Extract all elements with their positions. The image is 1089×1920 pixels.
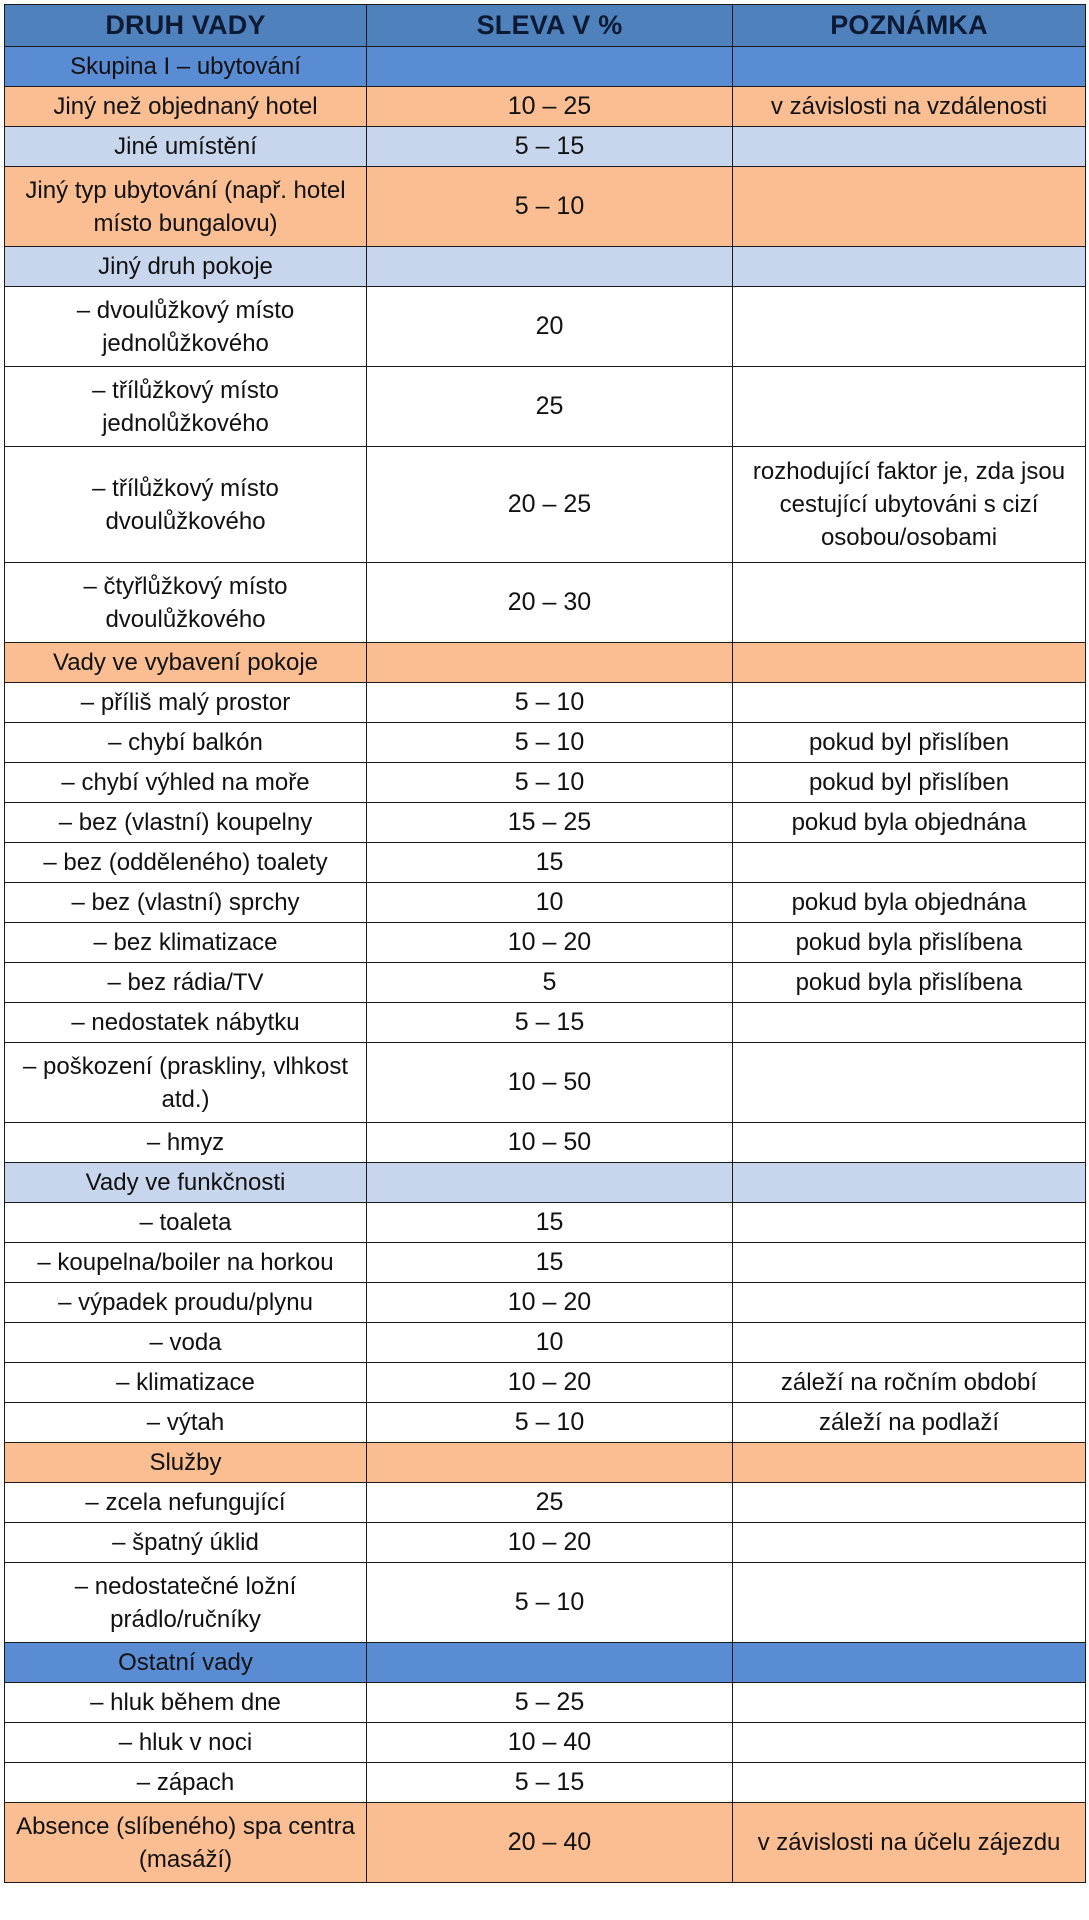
note-cell: záleží na ročním období xyxy=(733,1363,1086,1403)
table-row xyxy=(5,47,1086,87)
defect-cell: – dvoulůžkový místo jednolůžkového xyxy=(5,287,367,367)
discount-cell: 10 – 50 xyxy=(367,1043,733,1123)
defect-cell: – hmyz xyxy=(5,1123,367,1163)
defect-cell: – toaleta xyxy=(5,1203,367,1243)
defect-cell: – voda xyxy=(5,1323,367,1363)
defect-cell: Absence (slíbeného) spa centra (masáží) xyxy=(5,1803,367,1883)
note-cell xyxy=(733,1443,1086,1483)
table-row xyxy=(5,447,1086,563)
defect-cell: – hluk během dne xyxy=(5,1683,367,1723)
discount-cell: 15 xyxy=(367,1203,733,1243)
defect-cell: – příliš malý prostor xyxy=(5,683,367,723)
note-cell: záleží na podlaží xyxy=(733,1403,1086,1443)
note-cell xyxy=(733,1323,1086,1363)
table-row xyxy=(5,367,1086,447)
table-row xyxy=(5,1323,1086,1363)
note-cell: pokud byl přislíben xyxy=(733,763,1086,803)
note-cell: pokud byla objednána xyxy=(733,883,1086,923)
table-row xyxy=(5,1523,1086,1563)
table-row xyxy=(5,763,1086,803)
discount-cell xyxy=(367,643,733,683)
table-row xyxy=(5,1043,1086,1123)
table-row xyxy=(5,1003,1086,1043)
table-row xyxy=(5,127,1086,167)
table-row xyxy=(5,1363,1086,1403)
note-cell: rozhodující faktor je, zda jsou cestující ubytováni s cizí osobou/osobami xyxy=(733,447,1086,563)
table-row xyxy=(5,843,1086,883)
note-cell: pokud byla přislíbena xyxy=(733,963,1086,1003)
defect-cell: – hluk v noci xyxy=(5,1723,367,1763)
defect-cell: Skupina I – ubytování xyxy=(5,47,367,87)
table-row xyxy=(5,563,1086,643)
defect-cell: – poškození (praskliny, vlhkost atd.) xyxy=(5,1043,367,1123)
discount-cell xyxy=(367,1163,733,1203)
defect-cell: Jiný typ ubytování (např. hotel místo bungalovu) xyxy=(5,167,367,247)
defect-cell: Jiný druh pokoje xyxy=(5,247,367,287)
discount-cell: 20 – 30 xyxy=(367,563,733,643)
discount-cell: 5 – 10 xyxy=(367,763,733,803)
discount-cell: 5 – 15 xyxy=(367,1763,733,1803)
discount-cell: 25 xyxy=(367,1483,733,1523)
discount-cell: 10 – 50 xyxy=(367,1123,733,1163)
discount-cell: 10 – 40 xyxy=(367,1723,733,1763)
discount-cell: 5 – 25 xyxy=(367,1683,733,1723)
discount-cell: 5 xyxy=(367,963,733,1003)
table-row xyxy=(5,723,1086,763)
discount-cell: 5 – 10 xyxy=(367,683,733,723)
discount-cell xyxy=(367,47,733,87)
table-row xyxy=(5,287,1086,367)
table-row xyxy=(5,1563,1086,1643)
table-row xyxy=(5,1243,1086,1283)
table-header-row xyxy=(5,5,1086,47)
note-cell xyxy=(733,287,1086,367)
discount-cell: 5 – 10 xyxy=(367,1563,733,1643)
discount-cell: 10 xyxy=(367,883,733,923)
defect-cell: – bez rádia/TV xyxy=(5,963,367,1003)
discount-cell: 10 – 20 xyxy=(367,923,733,963)
defect-cell: – chybí balkón xyxy=(5,723,367,763)
table-row xyxy=(5,247,1086,287)
discount-cell: 20 – 40 xyxy=(367,1803,733,1883)
defect-cell: – klimatizace xyxy=(5,1363,367,1403)
table-row xyxy=(5,1123,1086,1163)
header-note: POZNÁMKA xyxy=(733,5,1086,47)
table-body xyxy=(5,47,1086,1883)
note-cell xyxy=(733,1283,1086,1323)
discount-cell xyxy=(367,1443,733,1483)
note-cell: pokud byla přislíbena xyxy=(733,923,1086,963)
note-cell xyxy=(733,683,1086,723)
table-row xyxy=(5,167,1086,247)
defect-cell: Jiný než objednaný hotel xyxy=(5,87,367,127)
table-row xyxy=(5,1763,1086,1803)
table-row xyxy=(5,1803,1086,1883)
table-row xyxy=(5,963,1086,1003)
note-cell xyxy=(733,47,1086,87)
defect-cell: – špatný úklid xyxy=(5,1523,367,1563)
discount-cell: 5 – 15 xyxy=(367,127,733,167)
defect-cell: – bez (vlastní) koupelny xyxy=(5,803,367,843)
discount-cell xyxy=(367,247,733,287)
defect-cell: – třílůžkový místo jednolůžkového xyxy=(5,367,367,447)
table-row xyxy=(5,1403,1086,1443)
table-row xyxy=(5,1723,1086,1763)
discount-cell: 5 – 15 xyxy=(367,1003,733,1043)
discount-cell: 10 – 20 xyxy=(367,1523,733,1563)
table-row xyxy=(5,1683,1086,1723)
defect-cell: – chybí výhled na moře xyxy=(5,763,367,803)
defect-cell: – nedostatečné ložní prádlo/ručníky xyxy=(5,1563,367,1643)
defect-cell: – výpadek proudu/plynu xyxy=(5,1283,367,1323)
table-row xyxy=(5,1483,1086,1523)
table-row xyxy=(5,803,1086,843)
discount-cell: 15 xyxy=(367,843,733,883)
table-row xyxy=(5,923,1086,963)
table-row xyxy=(5,1643,1086,1683)
defect-cell: Služby xyxy=(5,1443,367,1483)
note-cell xyxy=(733,1763,1086,1803)
defect-cell: – nedostatek nábytku xyxy=(5,1003,367,1043)
note-cell xyxy=(733,1723,1086,1763)
discount-cell: 5 – 10 xyxy=(367,723,733,763)
defect-cell: Vady ve funkčnosti xyxy=(5,1163,367,1203)
note-cell xyxy=(733,167,1086,247)
note-cell: pokud byla objednána xyxy=(733,803,1086,843)
discount-table xyxy=(4,4,1086,1883)
note-cell: v závislosti na vzdálenosti xyxy=(733,87,1086,127)
table-row xyxy=(5,1163,1086,1203)
discount-cell: 20 – 25 xyxy=(367,447,733,563)
discount-cell: 10 – 20 xyxy=(367,1283,733,1323)
defect-cell: – zcela nefungující xyxy=(5,1483,367,1523)
note-cell xyxy=(733,643,1086,683)
note-cell xyxy=(733,1163,1086,1203)
defect-cell: – koupelna/boiler na horkou xyxy=(5,1243,367,1283)
note-cell xyxy=(733,1203,1086,1243)
discount-cell: 5 – 10 xyxy=(367,1403,733,1443)
note-cell xyxy=(733,1003,1086,1043)
table-row xyxy=(5,883,1086,923)
header-defect-type: DRUH VADY xyxy=(5,5,367,47)
note-cell xyxy=(733,843,1086,883)
note-cell xyxy=(733,1563,1086,1643)
discount-cell: 10 – 25 xyxy=(367,87,733,127)
note-cell: v závislosti na účelu zájezdu xyxy=(733,1803,1086,1883)
note-cell xyxy=(733,563,1086,643)
note-cell xyxy=(733,1043,1086,1123)
discount-cell: 10 xyxy=(367,1323,733,1363)
defect-cell: Ostatní vady xyxy=(5,1643,367,1683)
header-discount-percent: SLEVA V % xyxy=(367,5,733,47)
note-cell xyxy=(733,1243,1086,1283)
note-cell: pokud byl přislíben xyxy=(733,723,1086,763)
discount-cell: 5 – 10 xyxy=(367,167,733,247)
defect-cell: – bez (odděleného) toalety xyxy=(5,843,367,883)
note-cell xyxy=(733,1523,1086,1563)
defect-cell: – třílůžkový místo dvoulůžkového xyxy=(5,447,367,563)
defect-cell: – zápach xyxy=(5,1763,367,1803)
note-cell xyxy=(733,247,1086,287)
note-cell xyxy=(733,1643,1086,1683)
defect-cell: Vady ve vybavení pokoje xyxy=(5,643,367,683)
table-row xyxy=(5,1443,1086,1483)
table-row xyxy=(5,87,1086,127)
note-cell xyxy=(733,1123,1086,1163)
discount-cell: 10 – 20 xyxy=(367,1363,733,1403)
note-cell xyxy=(733,1483,1086,1523)
note-cell xyxy=(733,127,1086,167)
defect-cell: – výtah xyxy=(5,1403,367,1443)
table-row xyxy=(5,683,1086,723)
discount-cell: 15 xyxy=(367,1243,733,1283)
defect-cell: – bez klimatizace xyxy=(5,923,367,963)
note-cell xyxy=(733,1683,1086,1723)
defect-cell: Jiné umístění xyxy=(5,127,367,167)
note-cell xyxy=(733,367,1086,447)
defect-cell: – čtyřlůžkový místo dvoulůžkového xyxy=(5,563,367,643)
discount-cell: 25 xyxy=(367,367,733,447)
discount-cell: 15 – 25 xyxy=(367,803,733,843)
table-row xyxy=(5,1283,1086,1323)
table-row xyxy=(5,643,1086,683)
discount-cell xyxy=(367,1643,733,1683)
discount-cell: 20 xyxy=(367,287,733,367)
defect-cell: – bez (vlastní) sprchy xyxy=(5,883,367,923)
table-row xyxy=(5,1203,1086,1243)
